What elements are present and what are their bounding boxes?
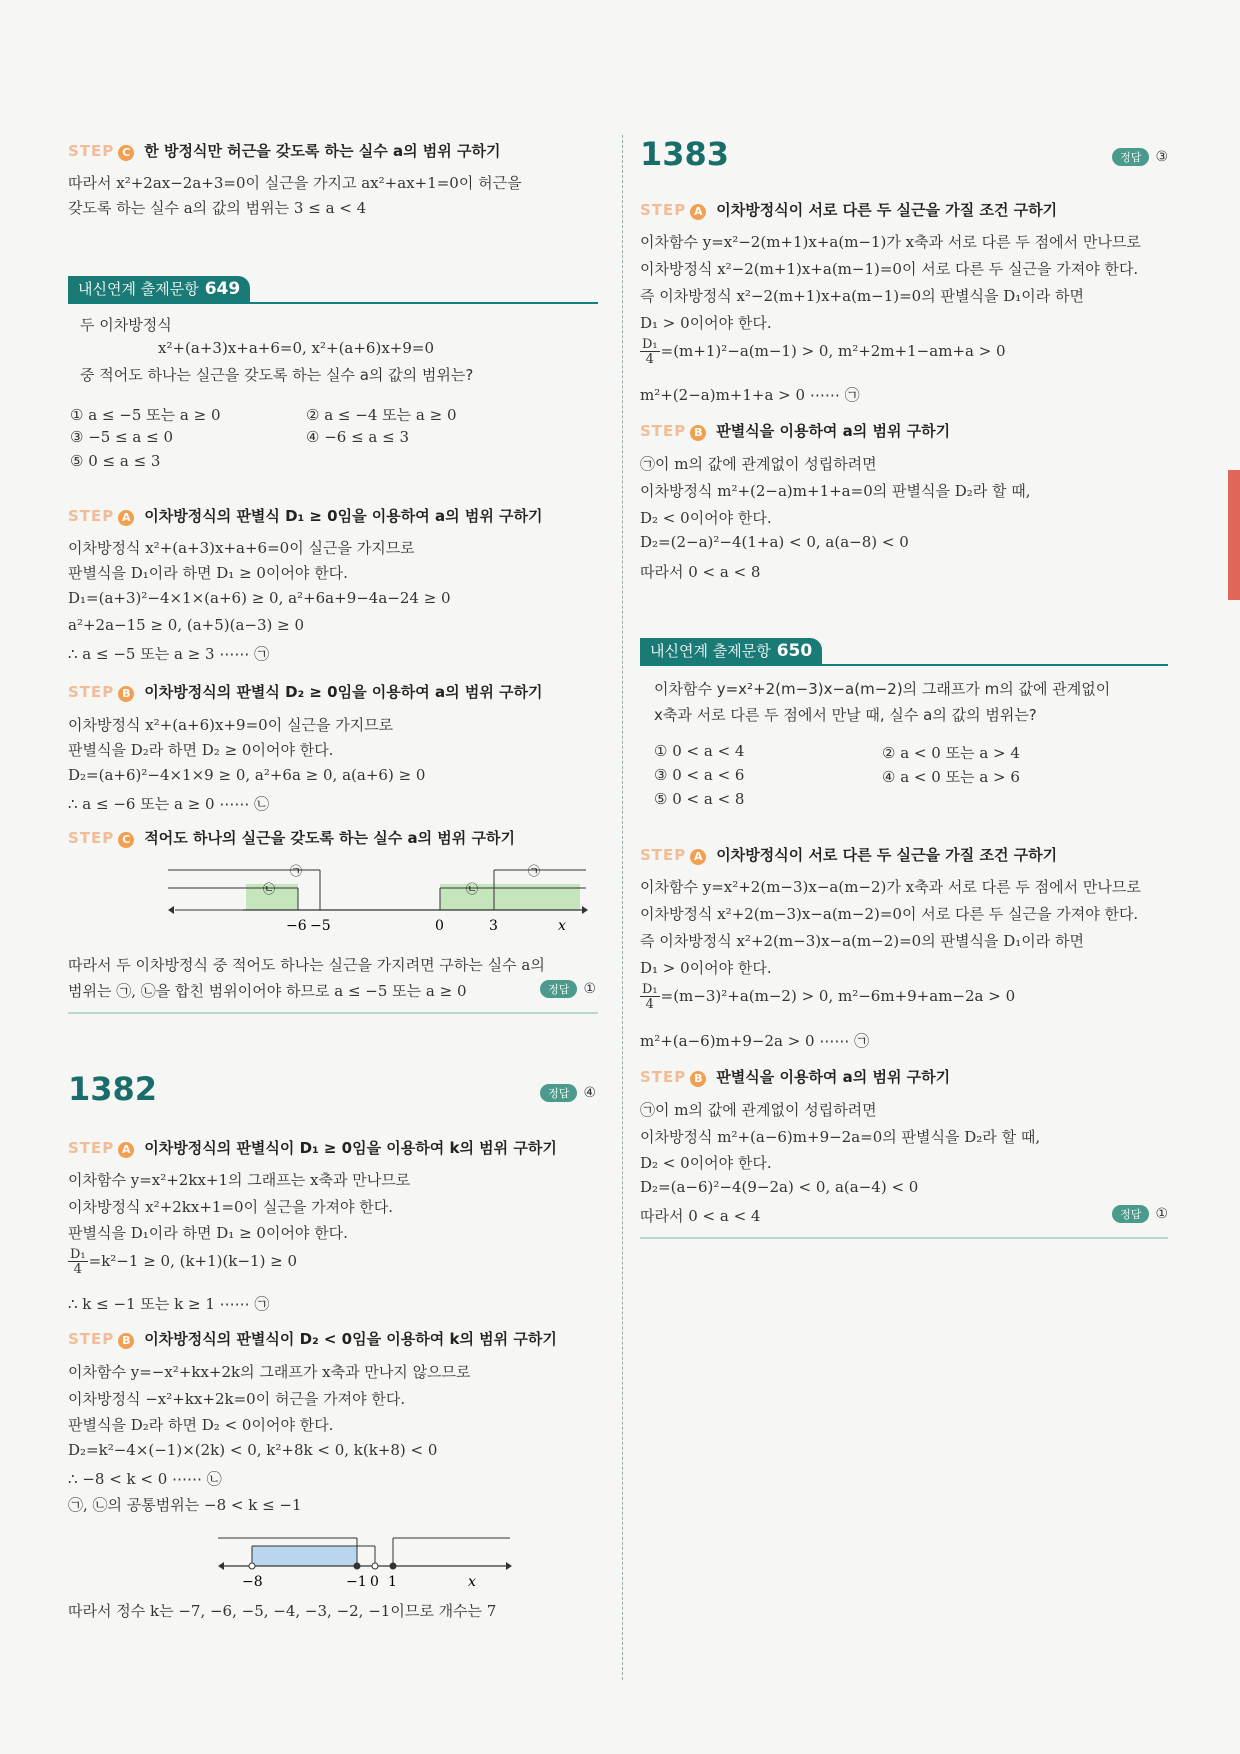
closed-point <box>390 1563 396 1569</box>
fraction-line: $\frac{\text{D₁}}{4}$ =k²−1 ≥ 0, (k+1)(k−1) ≥ 0 <box>70 1247 298 1277</box>
step-b-heading: STEP B 판별식을 이용하여 a의 범위 구하기 <box>640 422 951 440</box>
step-a-heading: STEP A 이차방정식이 서로 다른 두 실근을 가질 조건 구하기 <box>640 846 1058 864</box>
step-b-heading: STEP B 이차방정식의 판별식 D₂ ≥ 0임을 이용하여 a의 범위 구하기 <box>68 683 543 701</box>
text-line: a²+2a−15 ≥ 0, (a+5)(a−3) ≥ 0 <box>68 616 305 634</box>
region-label: ㉠ <box>290 864 303 878</box>
text-line: D₂=(2−a)²−4(1+a) < 0, a(a−8) < 0 <box>640 533 909 551</box>
number-line-649 <box>168 858 588 938</box>
text-line: 따라서 x²+2ax−2a+3=0이 실근을 가지고 ax²+ax+1=0이 허근을 <box>68 174 522 192</box>
fraction: $\frac{\text{D₁}}{4}$ <box>70 1247 86 1277</box>
tick-label: −8 <box>242 1574 263 1590</box>
tick-label: 3 <box>489 918 498 934</box>
text-line: 이차함수 y=−x²+kx+2k의 그래프가 x축과 만나지 않으므로 <box>68 1363 471 1381</box>
fraction-line: $\frac{\text{D₁}}{4}$ =(m+1)²−a(m−1) > 0, m²+2m+1−am+a > 0 <box>642 337 1006 367</box>
common-region <box>252 1546 357 1566</box>
question-line: 두 이차방정식 <box>80 316 172 334</box>
text-line: 이차방정식 −x²+kx+2k=0이 허근을 가져야 한다. <box>68 1390 406 1408</box>
fraction-line: $\frac{\text{D₁}}{4}$ =(m−3)²+a(m−2) > 0, m²−6m+9+am−2a > 0 <box>642 982 1016 1012</box>
related-problem-649-header <box>68 276 598 304</box>
text-line: 판별식을 D₁이라 하면 D₁ ≥ 0이어야 한다. <box>68 1224 348 1242</box>
question-line: 이차함수 y=x²+2(m−3)x−a(m−2)의 그래프가 m의 값에 관계없이 <box>654 680 1111 698</box>
answer-badge: 정답 ④ <box>540 1084 596 1102</box>
tick-label: x <box>558 918 566 934</box>
text-line: ∴ −8 < k < 0 ⋯⋯ ㉡ <box>68 1470 222 1488</box>
text-line: 판별식을 D₂라 하면 D₂ ≥ 0이어야 한다. <box>68 741 334 759</box>
region-label: ㉠ <box>528 864 541 878</box>
page-edge-tab <box>1228 470 1240 600</box>
step-b-heading: STEP B 판별식을 이용하여 a의 범위 구하기 <box>640 1068 951 1086</box>
choice-4: ④ a < 0 또는 a > 6 <box>882 768 1020 786</box>
text-line: D₂=(a−6)²−4(9−2a) < 0, a(a−4) < 0 <box>640 1178 919 1196</box>
text-line: D₂ < 0이어야 한다. <box>640 1154 772 1172</box>
tick-label: 1 <box>388 1574 397 1590</box>
text-line: ∴ a ≤ −5 또는 a ≥ 3 ⋯⋯ ㉠ <box>68 645 270 663</box>
question-line: 중 적어도 하나는 실근을 갖도록 하는 실수 a의 값의 범위는? <box>80 366 474 384</box>
tick-label: −6 <box>286 918 307 934</box>
text-line: 이차방정식 x²+2kx+1=0이 실근을 가져야 한다. <box>68 1198 394 1216</box>
text-line: 이차방정식 x²+(a+3)x+a+6=0이 실근을 가지므로 <box>68 539 415 557</box>
text-line: 범위는 ㉠, ㉡을 합친 범위이어야 하므로 a ≤ −5 또는 a ≥ 0 <box>68 982 467 1000</box>
choice-1: ① a ≤ −5 또는 a ≥ 0 <box>70 406 221 424</box>
text-line: 이차함수 y=x²+2(m−3)x−a(m−2)가 x축과 서로 다른 두 점에서 만나므로 <box>640 878 1141 896</box>
section-separator <box>640 1237 1168 1239</box>
section-separator <box>68 1012 598 1014</box>
step-title: 한 방정식만 허근을 갖도록 하는 실수 a의 범위 구하기 <box>144 142 501 160</box>
tick-label: x <box>468 1574 476 1590</box>
axis-arrow-left <box>168 906 174 914</box>
choice-3: ③ −5 ≤ a ≤ 0 <box>70 428 174 446</box>
fraction: $\frac{\text{D₁}}{4}$ <box>642 982 658 1012</box>
text-line: m²+(2−a)m+1+a > 0 ⋯⋯ ㉠ <box>640 386 860 404</box>
step-a-heading: STEP A 이차방정식이 서로 다른 두 실근을 가질 조건 구하기 <box>640 201 1058 219</box>
text-line: 즉 이차방정식 x²+2(m−3)x−a(m−2)=0의 판별식을 D₁이라 하면 <box>640 932 1084 950</box>
step-b-heading: STEP B 이차방정식의 판별식이 D₂ < 0임을 이용하여 k의 범위 구하기 <box>68 1330 557 1348</box>
text-line: 판별식을 D₂라 하면 D₂ < 0이어야 한다. <box>68 1416 334 1434</box>
closed-point <box>354 1563 360 1569</box>
text-line: 이차방정식 m²+(2−a)m+1+a=0의 판별식을 D₂라 할 때, <box>640 482 1031 500</box>
choice-5: ⑤ 0 < a < 8 <box>654 790 745 808</box>
choice-3: ③ 0 < a < 6 <box>654 766 745 784</box>
text-line: 즉 이차방정식 x²−2(m+1)x+a(m−1)=0의 판별식을 D₁이라 하면 <box>640 287 1084 305</box>
tick-label: 0 <box>435 918 444 934</box>
text-line: ㉠이 m의 값에 관계없이 성립하려면 <box>640 1101 877 1119</box>
axis-arrow-left <box>218 1562 224 1570</box>
text-line: ㉠, ㉡의 공통범위는 −8 < k ≤ −1 <box>68 1496 302 1514</box>
text-line: 따라서 정수 k는 −7, −6, −5, −4, −3, −2, −1이므로 개수는 7 <box>68 1602 497 1620</box>
problem-number: 1382 <box>68 1070 158 1108</box>
step-a-heading: STEP A 이차방정식의 판별식이 D₁ ≥ 0임을 이용하여 k의 범위 구하기 <box>68 1139 557 1157</box>
tick-label: −5 <box>310 918 331 934</box>
step-label: STEP <box>68 142 115 160</box>
text-line: D₁=(a+3)²−4×1×(a+6) ≥ 0, a²+6a+9−4a−24 ≥ 0 <box>68 589 451 607</box>
text-line: 이차함수 y=x²−2(m+1)x+a(m−1)가 x축과 서로 다른 두 점에서 만나므로 <box>640 233 1141 251</box>
region-label: ㉡ <box>466 882 479 896</box>
text-line: 이차방정식 x²+(a+6)x+9=0이 실근을 가지므로 <box>68 716 394 734</box>
question-equation: x²+(a+3)x+a+6=0, x²+(a+6)x+9=0 <box>158 339 435 357</box>
choice-4: ④ −6 ≤ a ≤ 3 <box>306 428 410 446</box>
step-a-heading: STEP A 이차방정식의 판별식 D₁ ≥ 0임을 이용하여 a의 범위 구하기 <box>68 507 543 525</box>
text-line: 따라서 0 < a < 8 <box>640 563 761 581</box>
step-badge: C <box>118 145 134 161</box>
answer-badge: 정답 ① <box>1112 1205 1168 1223</box>
text-line: 이차함수 y=x²+2kx+1의 그래프는 x축과 만나므로 <box>68 1171 411 1189</box>
text-line: D₁ > 0이어야 한다. <box>640 959 772 977</box>
text-line: D₂=k²−4×(−1)×(2k) < 0, k²+8k < 0, k(k+8) < 0 <box>68 1441 438 1459</box>
related-problem-650-header <box>640 638 1168 666</box>
answer-badge: 정답 ③ <box>1112 148 1168 166</box>
question-line: x축과 서로 다른 두 점에서 만날 때, 실수 a의 값의 범위는? <box>654 706 1037 724</box>
text-line: 이차방정식 x²+2(m−3)x−a(m−2)=0이 서로 다른 두 실근을 가져야 한다. <box>640 905 1139 923</box>
column-divider <box>622 135 624 1680</box>
number-line-1382 <box>218 1522 518 1592</box>
open-point <box>372 1563 378 1569</box>
answer-badge: 정답 ① <box>540 980 596 998</box>
text-line: 따라서 0 < a < 4 <box>640 1207 761 1225</box>
choice-2: ② a < 0 또는 a > 4 <box>882 744 1020 762</box>
tick-label: 0 <box>370 1574 379 1590</box>
text-line: 이차방정식 x²−2(m+1)x+a(m−1)=0이 서로 다른 두 실근을 가져야 한다. <box>640 260 1139 278</box>
region-label: ㉡ <box>263 882 276 896</box>
text-line: D₂=(a+6)²−4×1×9 ≥ 0, a²+6a ≥ 0, a(a+6) ≥ 0 <box>68 766 426 784</box>
text-line: 판별식을 D₁이라 하면 D₁ ≥ 0이어야 한다. <box>68 564 348 582</box>
problem-number: 1383 <box>640 135 730 173</box>
step-c-heading <box>68 140 500 161</box>
axis-arrow <box>582 906 588 914</box>
related-tag: 내신연계 출제문항 650 <box>640 638 822 664</box>
step-c2-heading: STEP C 적어도 하나의 실근을 갖도록 하는 실수 a의 범위 구하기 <box>68 829 515 847</box>
text-line: m²+(a−6)m+9−2a > 0 ⋯⋯ ㉠ <box>640 1032 870 1050</box>
choice-2: ② a ≤ −4 또는 a ≥ 0 <box>306 406 457 424</box>
text-line: 이차방정식 m²+(a−6)m+9−2a=0의 판별식을 D₂라 할 때, <box>640 1128 1041 1146</box>
text-line: D₁ > 0이어야 한다. <box>640 314 772 332</box>
text-line: 갖도록 하는 실수 a의 값의 범위는 3 ≤ a < 4 <box>68 199 367 217</box>
axis-arrow <box>506 1562 512 1570</box>
choice-5: ⑤ 0 ≤ a ≤ 3 <box>70 452 161 470</box>
text-line: D₂ < 0이어야 한다. <box>640 509 772 527</box>
text-line: ∴ k ≤ −1 또는 k ≥ 1 ⋯⋯ ㉠ <box>68 1295 270 1313</box>
fraction: $\frac{\text{D₁}}{4}$ <box>642 337 658 367</box>
text-line: ㉠이 m의 값에 관계없이 성립하려면 <box>640 455 877 473</box>
choice-1: ① 0 < a < 4 <box>654 742 745 760</box>
text-line: 따라서 두 이차방정식 중 적어도 하나는 실근을 가지려면 구하는 실수 a의 <box>68 956 545 974</box>
related-tag: 내신연계 출제문항 649 <box>68 276 250 302</box>
tick-label: −1 <box>346 1574 367 1590</box>
open-point <box>249 1563 255 1569</box>
text-line: ∴ a ≤ −6 또는 a ≥ 0 ⋯⋯ ㉡ <box>68 795 270 813</box>
